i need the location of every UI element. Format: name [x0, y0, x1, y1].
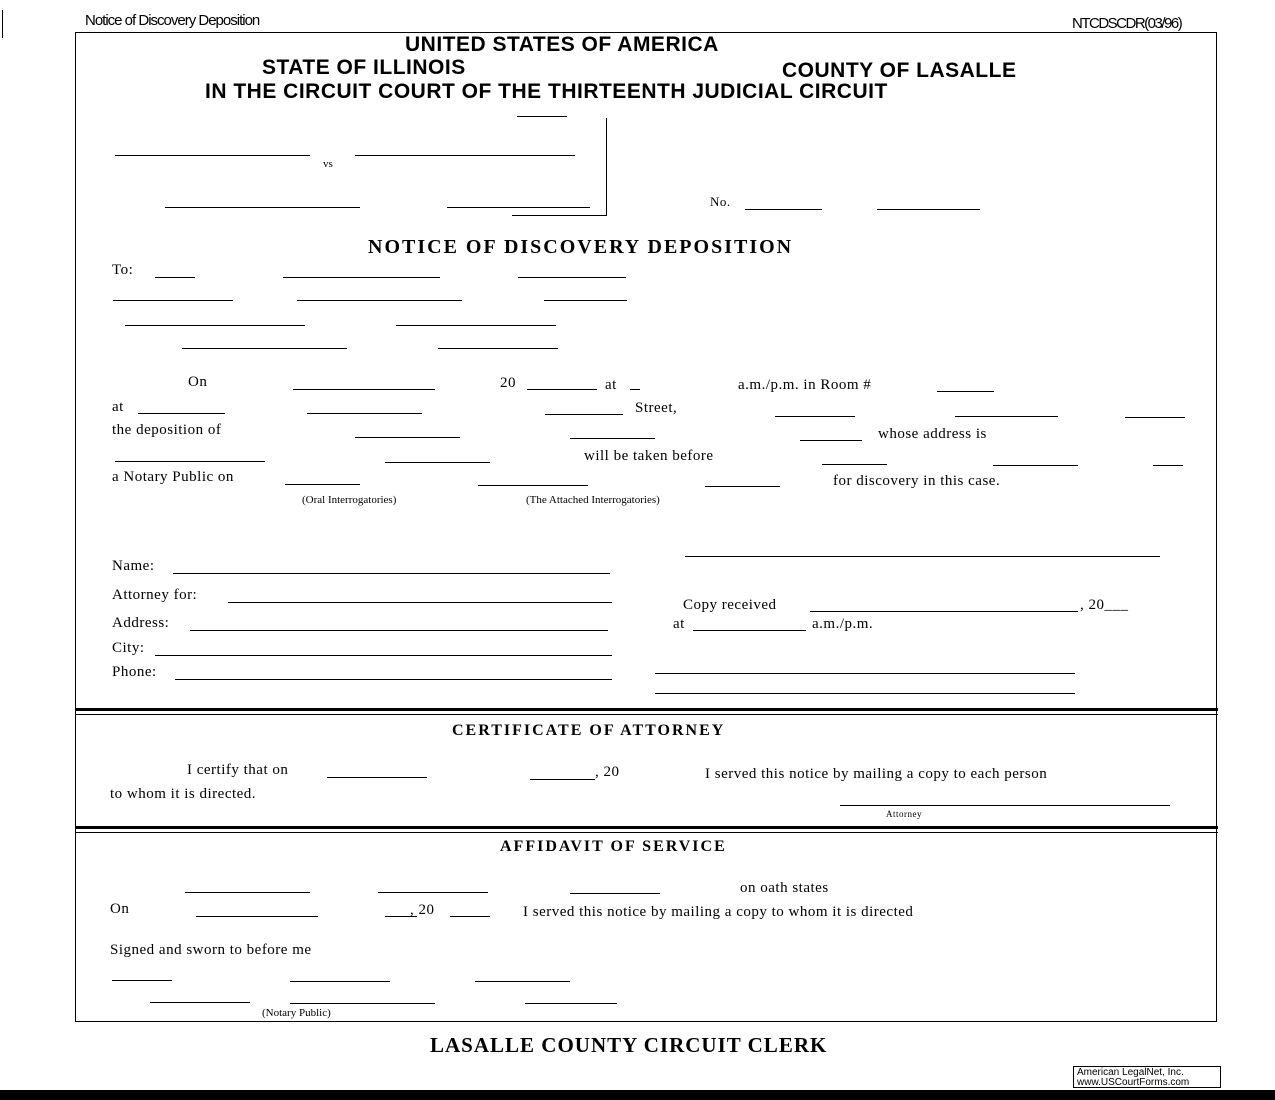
affidavit-on-label: On	[110, 901, 130, 917]
to-field[interactable]	[396, 325, 556, 326]
plaintiff-line[interactable]	[115, 155, 310, 156]
time-room-label: a.m./p.m. in Room #	[738, 377, 872, 393]
certify-year: , 20	[595, 764, 620, 780]
state-heading: STATE OF ILLINOIS	[262, 56, 466, 79]
signature-line[interactable]	[685, 556, 1160, 557]
caption-divider	[606, 118, 607, 216]
location-field[interactable]	[545, 414, 623, 415]
address-field[interactable]	[385, 462, 490, 463]
location-field[interactable]	[138, 413, 225, 414]
case-no-field-2[interactable]	[877, 209, 980, 210]
notary-field[interactable]	[822, 464, 887, 465]
margin-mark	[2, 10, 3, 38]
copy-received-year: , 20___	[1080, 597, 1129, 613]
publisher-name: American LegalNet, Inc.	[1077, 1067, 1184, 1078]
sworn-date-field[interactable]	[475, 981, 570, 982]
to-field[interactable]	[182, 348, 347, 349]
affiant-field[interactable]	[378, 892, 488, 893]
case-no-field[interactable]	[745, 209, 822, 210]
copy-received-label: Copy received	[683, 597, 777, 613]
street-label: Street,	[635, 400, 678, 416]
sworn-date-field[interactable]	[112, 980, 172, 981]
form-code: NTCDSCDR(03/96)	[1072, 15, 1182, 32]
oath-label: on oath states	[740, 880, 829, 896]
to-field[interactable]	[438, 348, 558, 349]
attached-field[interactable]	[478, 485, 588, 486]
receipt-at-label: at	[673, 616, 685, 632]
attorney-signature-label: Attorney	[886, 809, 922, 819]
attorney-signature-line[interactable]	[840, 805, 1170, 806]
notary-on-label: a Notary Public on	[112, 469, 234, 485]
certify-served-text: I served this notice by mailing a copy to each person	[705, 766, 1048, 782]
affiant-field[interactable]	[570, 893, 660, 894]
notary-signature-line[interactable]	[290, 1003, 435, 1004]
notary-signature-line[interactable]	[525, 1003, 617, 1004]
clerk-footer: LASALLE COUNTY CIRCUIT CLERK	[430, 1033, 828, 1057]
to-field[interactable]	[518, 277, 626, 278]
defendant-line-2[interactable]	[447, 207, 590, 208]
affiant-field[interactable]	[185, 892, 310, 893]
address-field[interactable]	[115, 461, 265, 462]
deponent-field[interactable]	[570, 438, 655, 439]
case-no-label: No.	[710, 194, 731, 209]
defendant-line[interactable]	[165, 207, 360, 208]
form-title: NOTICE OF DISCOVERY DEPOSITION	[368, 236, 794, 258]
at-label: at	[112, 399, 124, 415]
address-label: Address:	[112, 615, 170, 631]
certificate-title: CERTIFICATE OF ATTORNEY	[452, 722, 726, 739]
plaintiff-line-2[interactable]	[355, 155, 575, 156]
affidavit-served-text: I served this notice by mailing a copy to whom it is directed	[523, 904, 914, 920]
certify-date-field-2[interactable]	[530, 779, 595, 780]
room-field[interactable]	[937, 391, 994, 392]
to-field[interactable]	[113, 300, 233, 301]
sworn-date-field[interactable]	[290, 981, 390, 982]
section-divider	[75, 708, 1218, 715]
for-discovery-label: for discovery in this case.	[833, 473, 1001, 489]
taken-before-label: will be taken before	[584, 448, 714, 464]
to-field[interactable]	[283, 277, 440, 278]
form-name: Notice of Discovery Deposition	[85, 12, 260, 29]
name-field[interactable]	[173, 573, 610, 574]
receipt-signature-line-2[interactable]	[655, 693, 1075, 694]
copy-received-field[interactable]	[810, 611, 1078, 612]
phone-label: Phone:	[112, 664, 157, 680]
to-field[interactable]	[125, 325, 305, 326]
name-label: Name:	[112, 558, 155, 574]
attached-interrogatories-label: (The Attached Interrogatories)	[526, 494, 660, 506]
to-field[interactable]	[297, 300, 462, 301]
circuit-heading: IN THE CIRCUIT COURT OF THE THIRTEENTH JUDICIAL CIRCUIT	[205, 80, 888, 103]
vs-label: vs	[323, 158, 333, 170]
caption-bottom-line	[512, 215, 607, 216]
notary-public-label: (Notary Public)	[262, 1007, 331, 1019]
attorney-phone-field[interactable]	[175, 679, 612, 680]
on-label: On	[188, 374, 208, 390]
deposition-of-label: the deposition of	[112, 422, 222, 438]
attorney-address-field[interactable]	[190, 630, 608, 631]
deponent-field[interactable]	[800, 440, 862, 441]
year-field[interactable]	[527, 389, 597, 390]
receipt-time-field[interactable]	[693, 630, 806, 631]
affidavit-title: AFFIDAVIT OF SERVICE	[500, 838, 727, 855]
location-field[interactable]	[307, 413, 422, 414]
affidavit-year-field[interactable]	[450, 916, 490, 917]
oral-field[interactable]	[285, 484, 360, 485]
signed-sworn-label: Signed and sworn to before me	[110, 942, 312, 958]
to-field[interactable]	[544, 300, 627, 301]
caption-line	[517, 116, 567, 117]
notary-field[interactable]	[993, 465, 1078, 466]
county-heading: COUNTY OF LASALLE	[782, 59, 1017, 82]
at-label: at	[605, 377, 617, 393]
year-label: 20	[500, 375, 516, 391]
attorney-for-field[interactable]	[228, 602, 612, 603]
whose-address-label: whose address is	[878, 426, 987, 442]
publisher-url: www.USCourtForms.com	[1077, 1077, 1190, 1088]
interrogatories-field[interactable]	[705, 486, 780, 487]
to-label: To:	[112, 262, 134, 278]
bottom-bar	[0, 1090, 1275, 1100]
notary-signature-line[interactable]	[150, 1002, 250, 1003]
notary-field[interactable]	[1153, 465, 1183, 466]
time-field[interactable]	[630, 389, 640, 390]
certify-directed-text: to whom it is directed.	[110, 786, 257, 802]
attorney-city-field[interactable]	[155, 655, 612, 656]
publisher-badge	[1073, 1066, 1221, 1088]
city-field[interactable]	[1125, 417, 1185, 418]
country-heading: UNITED STATES OF AMERICA	[405, 33, 719, 56]
city-label: City:	[112, 640, 145, 656]
certify-date-field[interactable]	[327, 777, 427, 778]
city-field[interactable]	[775, 416, 855, 417]
receipt-signature-line[interactable]	[655, 673, 1075, 674]
section-divider	[75, 826, 1218, 833]
date-field[interactable]	[293, 389, 435, 390]
affidavit-year: , 20	[410, 902, 435, 918]
certify-label: I certify that on	[187, 762, 289, 778]
attorney-for-label: Attorney for:	[112, 587, 198, 603]
form-border	[75, 32, 1217, 1022]
city-field[interactable]	[955, 416, 1058, 417]
oral-interrogatories-label: (Oral Interrogatories)	[302, 494, 397, 506]
to-field[interactable]	[155, 277, 195, 278]
receipt-ampm-label: a.m./p.m.	[812, 616, 874, 632]
affidavit-date-field[interactable]	[196, 916, 318, 917]
deponent-field[interactable]	[355, 437, 460, 438]
